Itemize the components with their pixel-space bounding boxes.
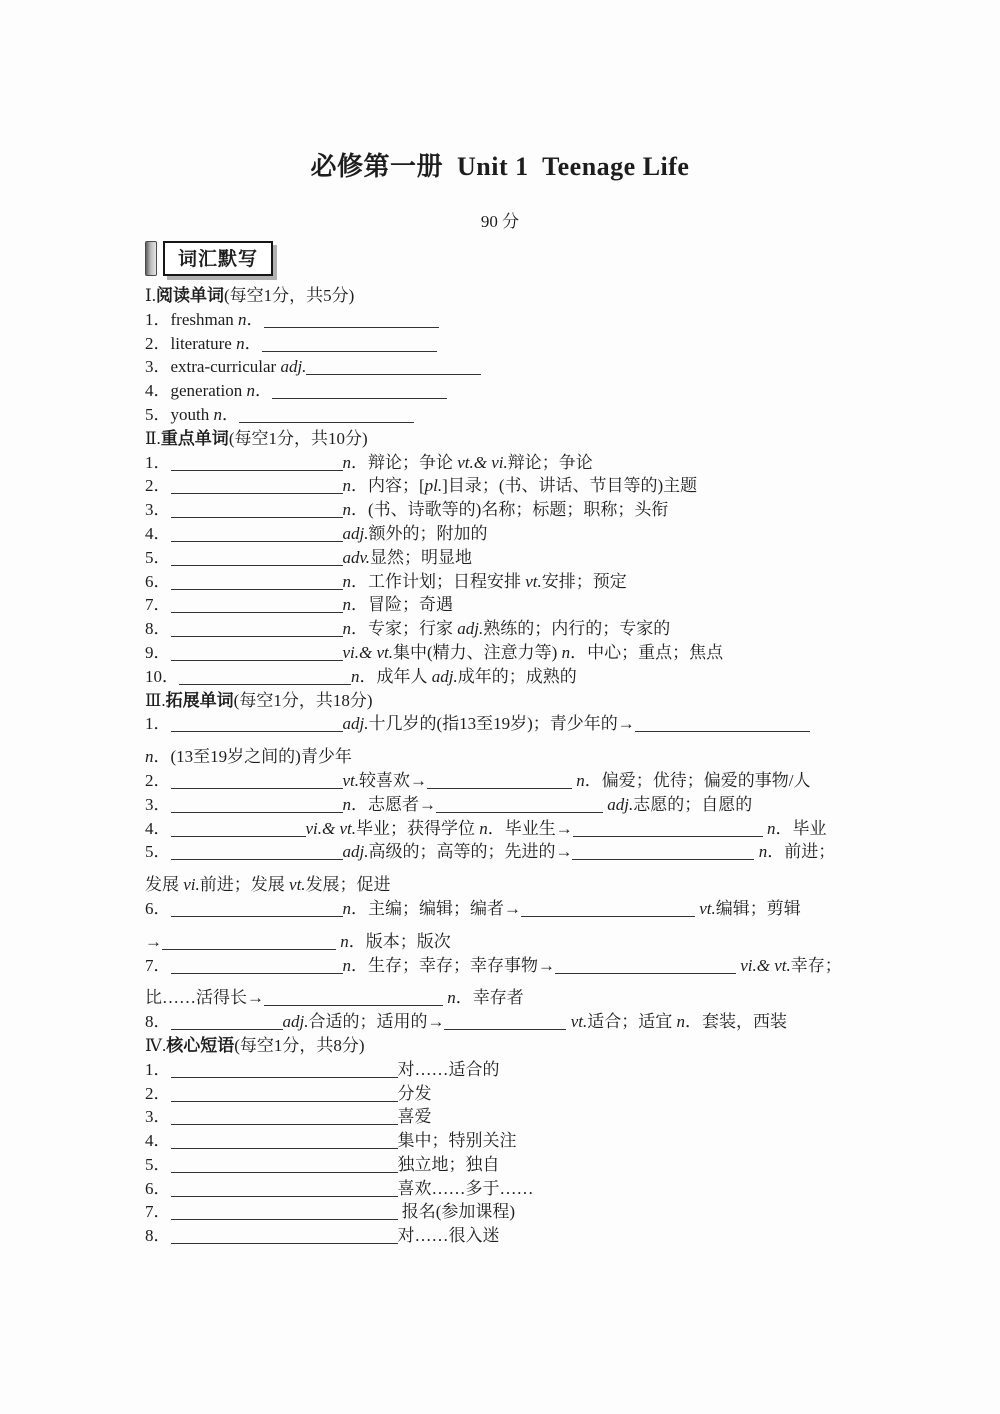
item-line <box>145 308 855 332</box>
section-number: Ⅱ. <box>145 428 161 448</box>
section-number: Ⅲ. <box>145 690 166 710</box>
blank-field[interactable] <box>171 1202 398 1220</box>
item-number: 1． <box>145 714 171 734</box>
pos-label: vt. <box>289 875 306 895</box>
blank-field[interactable] <box>171 1084 398 1102</box>
item-line <box>145 817 855 841</box>
pos-label: n <box>342 452 351 472</box>
item-text: ．志愿者→ <box>351 794 436 814</box>
pos-label: n <box>351 666 360 686</box>
vocab-item <box>145 379 855 403</box>
item-text: ． <box>244 333 262 353</box>
vocab-item <box>145 474 855 498</box>
item-text: ．主编；编辑；编者→ <box>351 898 521 918</box>
item-text: ．生存；幸存；幸存事物→ <box>351 955 555 975</box>
item-number: 2． <box>145 476 171 496</box>
pos-label: n <box>561 642 571 662</box>
item-text: 喜爱 <box>397 1107 432 1127</box>
item-number: 3． <box>145 357 171 377</box>
item-number: 1． <box>145 309 171 329</box>
pos-label: n <box>479 818 488 838</box>
section-key-words <box>145 427 855 689</box>
item-line <box>145 355 855 379</box>
item-text: 报名(参加课程) <box>397 1202 516 1222</box>
item-number: 7． <box>145 955 171 975</box>
item-line <box>145 840 855 864</box>
pos-label: n <box>447 988 456 1008</box>
item-text: ．中心；重点；焦点 <box>570 642 724 662</box>
item-line <box>145 769 855 793</box>
badge-label: 词汇默写 <box>163 241 273 276</box>
blank-field[interactable] <box>444 1012 566 1030</box>
vocab-item <box>145 712 855 769</box>
item-number: 8． <box>145 619 171 639</box>
pos-label: vt. <box>342 770 360 790</box>
item-text: ．冒险；奇遇 <box>351 595 453 615</box>
badge-spine-icon <box>145 241 157 276</box>
blank-field[interactable] <box>171 453 343 471</box>
item-text: youth <box>170 404 214 424</box>
item-line <box>145 451 855 475</box>
item-number: 6． <box>145 1178 171 1198</box>
item-text: 独立地；独自 <box>397 1154 500 1174</box>
item-number: 6． <box>145 898 171 918</box>
item-line <box>145 1082 855 1106</box>
pos-label: adj. <box>280 357 307 377</box>
vocab-item <box>145 546 855 570</box>
blank-field[interactable] <box>171 643 343 661</box>
item-text: 分发 <box>397 1083 432 1103</box>
item-text: freshman <box>170 309 239 329</box>
pos-label: n <box>758 842 768 862</box>
blank-field[interactable] <box>162 932 336 950</box>
vocab-item <box>145 1082 855 1106</box>
blank-field[interactable] <box>171 956 343 974</box>
pos-label: n <box>342 476 351 496</box>
item-text: 熟练的；内行的；专家的 <box>483 619 671 639</box>
pos-label: n <box>238 309 247 329</box>
item-text: ．偏爱；优待；偏爱的事物/人 <box>584 770 811 790</box>
pos-label: vt.& vi. <box>457 452 508 472</box>
blank-field[interactable] <box>171 572 343 590</box>
item-line <box>145 793 855 817</box>
pos-label: vi.& vt. <box>342 642 394 662</box>
item-line <box>145 641 855 665</box>
pos-label: n <box>342 955 351 975</box>
blank-field[interactable] <box>306 357 481 375</box>
item-text: ． <box>246 309 264 329</box>
item-line <box>145 897 855 921</box>
blank-field[interactable] <box>272 381 447 399</box>
item-text: ．版本；版次 <box>348 931 451 951</box>
item-number: 3． <box>145 500 171 520</box>
item-line <box>145 332 855 356</box>
pos-label: adj. <box>342 842 369 862</box>
pos-label: vt. <box>525 571 542 591</box>
blank-field[interactable] <box>171 500 343 518</box>
item-text: 发展；促进 <box>305 875 391 895</box>
vocab-item <box>145 840 855 897</box>
item-text: 比……活得长→ <box>145 988 264 1008</box>
page-title: 必修第一册 Unit 1 Teenage Life <box>310 152 690 181</box>
blank-field[interactable] <box>171 524 343 542</box>
item-text: 安排；预定 <box>541 571 627 591</box>
item-text: 额外的；附加的 <box>368 523 488 543</box>
blank-field[interactable] <box>262 334 437 352</box>
blank-field[interactable] <box>264 310 439 328</box>
score-label: 90 分 <box>480 212 520 231</box>
item-number: 4． <box>145 818 171 838</box>
blank-field[interactable] <box>171 1179 398 1197</box>
pos-label: adj. <box>457 619 484 639</box>
item-line <box>145 617 855 641</box>
item-text: 集中(精力、注意力等) <box>393 642 562 662</box>
item-line <box>145 712 855 736</box>
item-line <box>145 986 855 1010</box>
vocab-item <box>145 954 855 1011</box>
blank-field[interactable] <box>171 1060 398 1078</box>
item-text: ．毕业 <box>775 818 827 838</box>
item-text: 毕业；获得学位 <box>356 818 480 838</box>
item-line <box>145 745 855 769</box>
vocab-item <box>145 617 855 641</box>
item-number: 4． <box>145 1131 171 1151</box>
pos-label: n <box>342 898 351 918</box>
item-text: 显然；明显地 <box>370 547 473 567</box>
section-reading-words <box>145 284 855 427</box>
item-text: ． <box>255 381 272 401</box>
item-text: 辩论；争论 <box>507 452 593 472</box>
vocab-item <box>145 817 855 841</box>
item-line <box>145 1200 855 1224</box>
item-line <box>145 954 855 978</box>
item-number: 7． <box>145 1202 171 1222</box>
pos-label: adj. <box>342 523 369 543</box>
blank-field[interactable] <box>179 667 351 685</box>
section-badge <box>145 238 855 278</box>
section-name: 重点单词 <box>160 428 229 448</box>
item-number: 8． <box>145 1226 171 1246</box>
section-heading <box>145 284 855 308</box>
section-heading <box>145 427 855 451</box>
item-number: 5． <box>145 404 171 424</box>
vocab-item <box>145 498 855 522</box>
section-heading <box>145 689 855 713</box>
pos-label: vt. <box>699 898 716 918</box>
vocab-item <box>145 593 855 617</box>
vocab-item <box>145 332 855 356</box>
pos-label: vi.& vt. <box>305 818 357 838</box>
section-score-note: (每空1分，共5分) <box>223 286 355 305</box>
vocab-item <box>145 897 855 954</box>
item-line <box>145 522 855 546</box>
item-text: ．(13至19岁之间的)青少年 <box>153 747 352 767</box>
blank-field[interactable] <box>436 795 603 813</box>
vocab-item <box>145 355 855 379</box>
vocab-item <box>145 308 855 332</box>
item-text: ．毕业生→ <box>487 818 573 838</box>
item-number: 5． <box>145 1154 171 1174</box>
item-number: 6． <box>145 571 171 591</box>
pos-label: vt. <box>570 1012 588 1032</box>
item-text: → <box>145 931 162 951</box>
pos-label: vi. <box>183 875 200 895</box>
blank-field[interactable] <box>171 714 343 732</box>
item-line <box>145 1153 855 1177</box>
item-number: 4． <box>145 523 171 543</box>
item-text: 幸存； <box>790 955 842 975</box>
item-number: 2． <box>145 1083 171 1103</box>
vocab-item <box>145 641 855 665</box>
item-text: 合适的；适用的→ <box>308 1012 445 1032</box>
blank-field[interactable] <box>171 771 343 789</box>
section-heading <box>145 1034 855 1058</box>
section-number: Ⅳ. <box>145 1035 167 1055</box>
pos-label: adj. <box>431 666 458 686</box>
item-line <box>145 1129 855 1153</box>
pos-label: n <box>576 770 585 790</box>
blank-field[interactable] <box>171 899 343 917</box>
item-line <box>145 379 855 403</box>
item-line <box>145 403 855 427</box>
section-score-note: (每空1分，共10分) <box>228 428 368 448</box>
item-number: 3． <box>145 794 171 814</box>
item-text: ]目录；(书、讲话、节目等的)主题 <box>442 476 698 496</box>
item-number: 1． <box>145 1059 171 1079</box>
item-text: ．专家；行家 <box>351 619 458 639</box>
item-text: 志愿的；自愿的 <box>633 794 753 814</box>
section-number: Ⅰ. <box>145 286 156 305</box>
section-score-note: (每空1分，共8分) <box>234 1035 365 1055</box>
pos-label: adj. <box>282 1012 309 1032</box>
item-text: ．前进； <box>767 842 836 862</box>
blank-field[interactable] <box>171 1107 398 1125</box>
pos-label: adj. <box>607 794 634 814</box>
pos-label: adj. <box>342 714 369 734</box>
item-number: 4． <box>145 381 171 401</box>
item-text: ．内容；[ <box>351 476 425 496</box>
blank-field[interactable] <box>171 1131 398 1149</box>
blank-field[interactable] <box>171 842 343 860</box>
blank-field[interactable] <box>264 988 443 1006</box>
item-text: 发展 <box>145 875 184 895</box>
item-text: 十几岁的(指13至19岁)；青少年的→ <box>368 714 635 734</box>
item-line <box>145 593 855 617</box>
item-text: 较喜欢→ <box>359 770 428 790</box>
vocab-item <box>145 1224 855 1248</box>
item-text: 适合；适宜 <box>587 1012 677 1032</box>
item-number: 3． <box>145 1107 171 1127</box>
blank-field[interactable] <box>427 771 572 789</box>
blank-field[interactable] <box>171 595 343 613</box>
pos-label: n <box>342 619 351 639</box>
item-text: 集中；特别关注 <box>397 1131 517 1151</box>
blank-field[interactable] <box>239 405 414 423</box>
item-text: ．辩论；争论 <box>351 452 458 472</box>
pos-label: adv. <box>342 547 371 567</box>
vocab-item <box>145 1010 855 1034</box>
item-text: ．幸存者 <box>455 988 524 1008</box>
item-number: 9． <box>145 642 171 662</box>
pos-label: n <box>342 794 351 814</box>
item-line <box>145 474 855 498</box>
item-line <box>145 930 855 954</box>
item-text: generation <box>170 381 247 401</box>
item-text: ．(书、诗歌等的)名称；标题；职称；头衔 <box>351 500 669 520</box>
item-text: 前进；发展 <box>199 875 290 895</box>
item-line <box>145 1224 855 1248</box>
vocab-item <box>145 769 855 793</box>
item-line <box>145 873 855 897</box>
item-text: 编辑；剪辑 <box>715 898 801 918</box>
item-number: 2． <box>145 770 171 790</box>
pos-label: n <box>213 404 222 424</box>
item-line <box>145 665 855 689</box>
section-name: 拓展单词 <box>165 690 234 710</box>
blank-field[interactable] <box>171 476 343 494</box>
item-text: ．工作计划；日程安排 <box>351 571 526 591</box>
vocab-item <box>145 1153 855 1177</box>
item-line <box>145 1177 855 1201</box>
vocab-item <box>145 1105 855 1129</box>
vocab-item <box>145 570 855 594</box>
pos-label: n <box>342 571 351 591</box>
blank-field[interactable] <box>573 819 763 837</box>
item-text: 高级的；高等的；先进的→ <box>368 842 573 862</box>
item-text: 成年的；成熟的 <box>457 666 577 686</box>
item-line <box>145 570 855 594</box>
blank-field[interactable] <box>555 956 736 974</box>
item-text: extra-curricular <box>170 357 281 377</box>
pos-label: n <box>236 333 245 353</box>
vocab-item <box>145 451 855 475</box>
blank-field[interactable] <box>521 899 695 917</box>
pos-label: n <box>246 381 255 401</box>
item-number: 7． <box>145 595 171 615</box>
pos-label: n <box>145 747 154 767</box>
section-core-phrases <box>145 1034 855 1248</box>
blank-field[interactable] <box>171 619 343 637</box>
vocab-item <box>145 1129 855 1153</box>
pos-label: n <box>676 1012 686 1032</box>
section-extended-words <box>145 689 855 1034</box>
blank-field[interactable] <box>171 548 343 566</box>
section-name: 阅读单词 <box>155 286 224 305</box>
vocab-item <box>145 403 855 427</box>
item-number: 1． <box>145 452 171 472</box>
pos-label: n <box>767 818 776 838</box>
pos-label: pl. <box>424 476 443 496</box>
item-text: 对……很入迷 <box>397 1226 500 1246</box>
blank-field[interactable] <box>171 1155 398 1173</box>
item-line <box>145 546 855 570</box>
blank-field[interactable] <box>171 819 306 837</box>
item-number: 2． <box>145 333 171 353</box>
section-name: 核心短语 <box>166 1035 235 1055</box>
item-line <box>145 1058 855 1082</box>
item-line <box>145 1105 855 1129</box>
item-text: ．套装，西装 <box>685 1012 788 1032</box>
item-text: 喜欢……多于…… <box>397 1178 534 1198</box>
item-text: ． <box>221 404 239 424</box>
pos-label: n <box>342 595 351 615</box>
pos-label: vi.& vt. <box>740 955 791 975</box>
item-number: 10． <box>145 666 179 686</box>
vocab-item <box>145 793 855 817</box>
blank-field[interactable] <box>635 714 810 732</box>
blank-field[interactable] <box>171 1012 283 1030</box>
vocab-item <box>145 1058 855 1082</box>
vocab-item <box>145 1177 855 1201</box>
item-number: 8． <box>145 1012 171 1032</box>
vocab-item <box>145 1200 855 1224</box>
blank-field[interactable] <box>171 795 343 813</box>
vocab-item <box>145 665 855 689</box>
item-number: 5． <box>145 547 171 567</box>
sections-container <box>145 284 855 1248</box>
item-text: ．成年人 <box>359 666 432 686</box>
pos-label: n <box>342 500 351 520</box>
item-text: literature <box>170 333 237 353</box>
section-score-note: (每空1分，共18分) <box>233 690 373 710</box>
item-line <box>145 1010 855 1034</box>
pos-label: n <box>340 931 349 951</box>
item-number: 5． <box>145 842 171 862</box>
vocab-item <box>145 522 855 546</box>
item-text: 对……适合的 <box>397 1059 500 1079</box>
item-line <box>145 498 855 522</box>
blank-field[interactable] <box>572 842 754 860</box>
blank-field[interactable] <box>171 1226 398 1244</box>
